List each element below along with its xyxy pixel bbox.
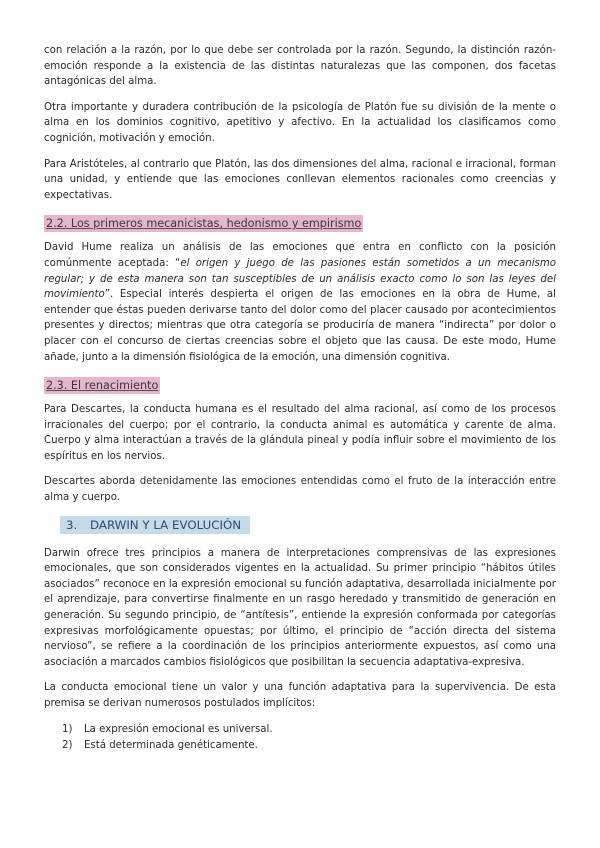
list-item-text: La expresión emocional es universal. [84,723,273,735]
paragraph-descartes-1: Para Descartes, la conducta humana es el resultado del alma racional, así como de los procesos irracionales del cuerpo; por el contrario, la conducta animal es automática y carente de alma. Cuerpo y alma interactúan a través de la glándula pineal y podía influir sobre el movimiento de los espíritus en los nervios. [44,404,556,462]
hume-quote: el origen y juego de las pasiones están sometidos a un mecanismo regular; y de esta manera son tan susceptibles de un análisis exacto como lo son las leyes del movimiento [44,257,557,301]
paragraph-darwin: Darwin ofrece tres principios a manera de interpretaciones comprensivas de las expresiones emocionales, que son considerados vigentes en la actualidad. Su primer principio “hábitos útiles asociados” reconoce en la expresión emocional su función adaptativa, desarrollada inicialmente por el aprendizaje, para convertirse finalmente en un rasgo heredado y transmitido de generación en generación. Su segundo principio, de “antítesis”, entiende la expresión conformada por categorías expresivas morfológicamente opuestas; por último, el principio de “acción directa del sistema nervioso”, se refiere a la coordinación de los principios anteriormente expuestos, así como una asociación a marcados cambios fisiológicos que posibilitan la secuencia adaptativa-expresiva. [44,547,556,668]
list-item-text: Está determinada genéticamente. [84,739,258,751]
heading-section-3 [60,516,250,534]
paragraph-razon: con relación a la razón, por lo que debe ser controlada por la razón. Segundo, la distinción razón-emoción responde a la existencia de las distintas naturalezas que las componen, dos facetas antagónicas del alma. [44,45,556,88]
paragraph-conducta: La conducta emocional tiene un valor y una función adaptativa para la supervivencia. De esta premisa se derivan numerosos postulados implícitos: [44,682,556,709]
list-item [62,738,556,754]
document-body [44,43,556,754]
heading-section-2-2: 2.2. Los primeros mecanicistas, hedonismo y empirismo [46,217,362,231]
list-item [62,722,556,738]
list-item-number: 2) [62,739,73,751]
list-item-number: 1) [62,723,73,735]
hume-intro: David Hume realiza un análisis de las emociones que entra en conflicto con la posición comúnmente aceptada: “ [44,242,556,269]
paragraph-descartes-2: Descartes aborda detenidamente las emociones entendidas como el fruto de la interacción entre alma y cuerpo. [44,476,556,504]
postulates-list [44,722,556,754]
hume-rest: ”. Especial interés despierta el origen de las emociones en la obra de Hume, al entender que éstas pueden derivarse tanto del dolor como del placer causado por acontecimientos presentes y directos; mientras que otra categoría se produciría de manera “indirecta” por dolor o placer con el concurso de ciertas creencias sobre el objeto que las causa. De este modo, Hume añade, junto a la dimensión fisiológica de la emoción, una dimensión cognitiva. [44,289,556,363]
heading-section-2-3: 2.3. El renacimiento [46,379,159,393]
paragraph-platon: Otra importante y duradera contribución de la psicología de Platón fue su división de la mente o alma en los dominios cognitivo, apetitivo y afectivo. En la actualidad los clasificamos como cognición, motivación y emoción. [44,101,556,144]
heading-section-3-title: DARWIN Y LA EVOLUCIÓN [90,517,242,532]
heading-section-3-number: 3. [66,517,78,532]
paragraph-hume [44,240,556,365]
paragraph-aristoteles: Para Aristóteles, al contrario que Platón, las dos dimensiones del alma, racional e irracional, forman una unidad, y entiende que las emociones conllevan elementos racionales como creencias y expectativas. [44,158,556,201]
